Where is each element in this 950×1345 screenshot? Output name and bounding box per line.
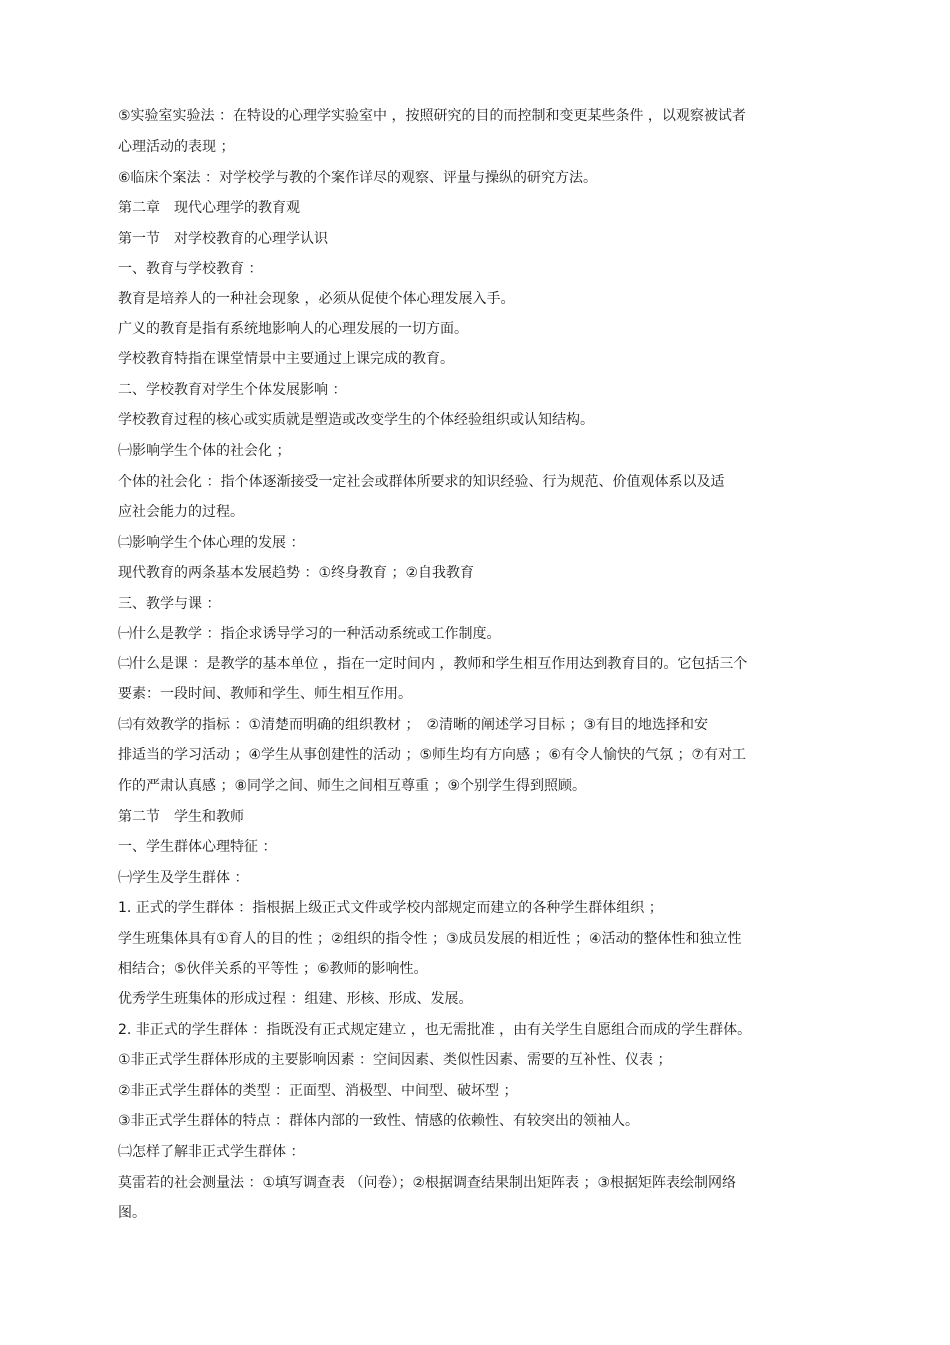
list-item: ③非正式学生群体的特点 ：群体内部的一致性、情感的依赖性、有较突出的领袖人。 (118, 1113, 639, 1129)
list-item: ㈠什么是教学 ：指企求诱导学习的一种活动系统或工作制度。 (118, 626, 501, 642)
list-item: ②非正式学生群体的类型 ：正面型、消极型、中间型、破坏型 ； (118, 1083, 518, 1099)
text-line: 作的严肃认真感 ；⑧同学之间、师生之间相互尊重 ；⑨个别学生得到照顾。 (118, 778, 587, 794)
section-heading: 第一节 对学校教育的心理学认识 (118, 231, 328, 247)
text-line: 要素：一段时间、教师和学生、师生相互作用。 (118, 686, 412, 702)
text-line: 学校教育特指在课堂情景中主要通过上课完成的教育。 (118, 351, 454, 367)
text-line: 莫雷若的社会测量法 ：①填写调查表 （问卷）；②根据调查结果制出矩阵表 ；③根据矩阵表绘制网络 (118, 1175, 737, 1191)
text-line: 应社会能力的过程。 (118, 504, 244, 520)
list-item: ㈡影响学生个体心理的发展 ： (118, 535, 305, 551)
text-line: 优秀学生班集体的形成过程 ：组建、形核、形成、发展。 (118, 991, 473, 1007)
text-line: 教育是培养人的一种社会现象 ，必须从促使个体心理发展入手。 (118, 291, 515, 307)
list-item: ①非正式学生群体形成的主要影响因素 ：空间因素、类似性因素、需要的互补性、仪表 ； (118, 1052, 672, 1068)
list-item: ㈠影响学生个体的社会化 ； (118, 443, 291, 459)
list-item: ㈢有效教学的指标 ：①清楚而明确的组织教材 ； ②清晰的阐述学习目标 ；③有目的地选择和安 (118, 717, 709, 733)
section-heading: 第二节 学生和教师 (118, 809, 244, 825)
text-line: 学校教育过程的核心或实质就是塑造或改变学生的个体经验组织或认知结构。 (118, 412, 594, 428)
subsection-heading: 一、教育与学校教育 ： (118, 261, 263, 277)
text-line: 图。 (118, 1205, 146, 1221)
list-item: ㈡怎样了解非正式学生群体 ： (118, 1144, 305, 1160)
text-line: 广义的教育是指有系统地影响人的心理发展的一切方面。 (118, 321, 468, 337)
text-line: 排适当的学习活动 ；④学生从事创建性的活动 ；⑤师生均有方向感 ；⑥有令人愉快的气氛 ；⑦有对工 (118, 747, 747, 763)
subsection-heading: 三、教学与课 ： (118, 596, 221, 612)
list-item: 1. 正式的学生群体 ：指根据上级正式文件或学校内部规定而建立的各种学生群体组织 ； (118, 900, 663, 916)
text-line: 个体的社会化 ：指个体逐渐接受一定社会或群体所要求的知识经验、行为规范、价值观体系以及适 (118, 474, 725, 490)
text-line: 学生班集体具有①育人的目的性 ；②组织的指令性 ；③成员发展的相近性 ；④活动的整体性和独立性 (118, 931, 742, 947)
text-line: 相结合；⑤伙伴关系的平等性 ；⑥教师的影响性。 (118, 961, 428, 977)
chapter-heading: 第二章 现代心理学的教育观 (118, 200, 300, 216)
text-line: ⑤实验室实验法 ：在特设的心理学实验室中 ，按照研究的目的而控制和变更某些条件 ，以观察被试者 (118, 108, 746, 124)
text-line: 心理活动的表现 ； (118, 139, 235, 155)
list-item: ㈠学生及学生群体 ： (118, 870, 249, 886)
subsection-heading: 一、学生群体心理特征 ： (118, 839, 277, 855)
list-item: 2. 非正式的学生群体 ：指既没有正式规定建立 ，也无需批准 ，由有关学生自愿组合而成的学生群体。 (118, 1022, 752, 1038)
list-item: ㈡什么是课 ：是教学的基本单位 ，指在一定时间内 ，教师和学生相互作用达到教育目的。它包括三个 (118, 656, 748, 672)
subsection-heading: 二、学校教育对学生个体发展影响 ： (118, 382, 347, 398)
text-line: ⑥临床个案法 ：对学校学与教的个案作详尽的观察、评量与操纵的研究方法。 (118, 170, 597, 186)
text-line: 现代教育的两条基本发展趋势 ：①终身教育 ；②自我教育 (118, 565, 475, 581)
